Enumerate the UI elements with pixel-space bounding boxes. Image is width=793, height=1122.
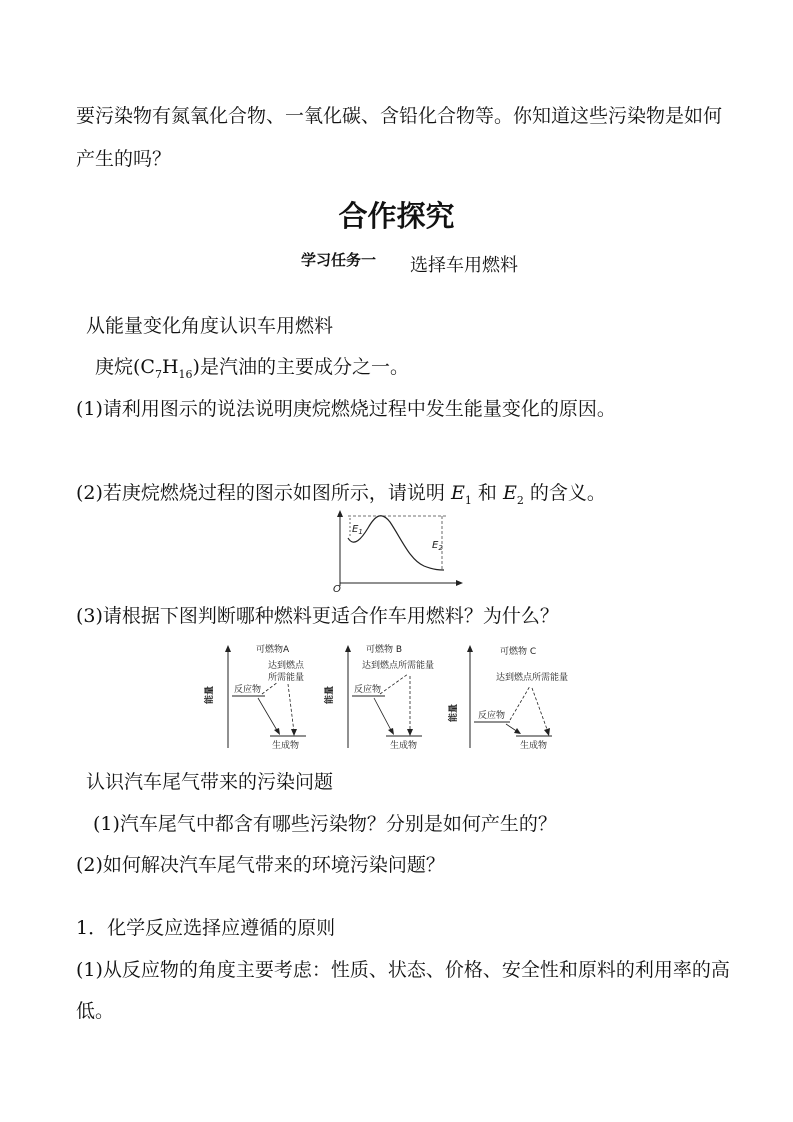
e2-label: $E_2$: [432, 540, 443, 552]
summary-sub-1-line-1: (1)从反应物的角度主要考虑：性质、状态、价格、安全性和原料的利用率的高: [76, 959, 730, 981]
fuel-b-diagram: [325, 640, 450, 755]
fuel-a-arrow-down: [258, 698, 278, 732]
q2-text-pre: (2)若庚烷燃烧过程的图示如图所示，请说明: [76, 482, 451, 504]
task-name: 选择车用燃料: [410, 255, 518, 276]
fuel-c-diagram: [449, 640, 592, 755]
fuel-c-dash-down: [532, 688, 548, 732]
axis-b-arrow: [345, 645, 351, 652]
x-axis-arrow: [456, 580, 463, 586]
energy-curve: [348, 516, 444, 570]
fuel-c-barrier: 达到燃点所需能量: [496, 673, 569, 683]
fuel-b-arrow-down: [374, 698, 392, 732]
fuel-a-product: 生成物: [272, 741, 300, 751]
q2-and: 和: [471, 482, 503, 504]
intro-line-1: 要污染物有氮氧化合物、一氧化碳、含铅化合物等。你知道这些污染物是如何: [76, 105, 723, 127]
summary-point-1: 1．化学反应选择应遵循的原则: [76, 917, 336, 939]
q2-text-post: 的含义。: [523, 482, 606, 504]
fuel-c-title: 可燃物 C: [500, 647, 537, 657]
fuel-a-title: 可燃物A: [256, 645, 290, 655]
fuel-b-reactant: 反应物: [354, 685, 382, 695]
part2-question-1: (1)汽车尾气中都含有哪些污染物？分别是如何产生的？: [93, 813, 557, 835]
axis-c-label: 能量: [449, 703, 459, 722]
heptane-line: [95, 355, 409, 387]
fuel-c-arrow-up: [510, 686, 530, 720]
fuel-b-product: 生成物: [390, 741, 418, 751]
heptane-sub-1: 7: [154, 367, 162, 381]
fuel-c-product: 生成物: [520, 741, 548, 751]
q2-e1: E: [450, 482, 465, 504]
fuel-a-reactant: 反应物: [234, 685, 262, 695]
part1-heading: 从能量变化角度认识车用燃料: [86, 315, 334, 337]
fuel-b-barrier: 达到燃点所需能量: [362, 661, 435, 671]
task-label: 学习任务一: [301, 251, 377, 269]
e1-label: $E_1$: [352, 524, 363, 536]
q2-e2-sub: 2: [516, 493, 524, 507]
origin-label: O: [333, 584, 341, 595]
energy-profile-figure: [330, 508, 470, 594]
part2-heading: 认识汽车尾气带来的污染问题: [86, 771, 334, 793]
section-title: 合作探究: [338, 199, 455, 233]
fuel-a-barrier-2: 所需能量: [268, 673, 305, 683]
axis-c-arrow: [467, 645, 473, 652]
summary-sub-1-line-2: 低。: [76, 1000, 115, 1022]
q2-e2: E: [502, 482, 517, 504]
intro-line-2: 产生的吗？: [76, 148, 172, 170]
fuel-b-title: 可燃物 B: [366, 645, 403, 655]
fuel-a-diagram: [205, 640, 320, 755]
fuel-b-arrow-up: [380, 674, 408, 694]
axis-a-label: 能量: [205, 685, 215, 704]
fuel-a-barrier-1: 达到燃点: [268, 661, 305, 671]
q2-e1-sub: 1: [464, 493, 472, 507]
axis-b-label: 能量: [325, 685, 335, 704]
axis-a-arrow: [225, 645, 231, 652]
part2-question-2: (2)如何解决汽车尾气带来的环境污染问题？: [76, 854, 445, 876]
part1-question-1: (1)请利用图示的说法说明庚烷燃烧过程中发生能量变化的原因。: [76, 398, 616, 420]
fuel-a-arrow-up: [262, 682, 278, 694]
heptane-text-post: )是汽油的主要成分之一。: [192, 356, 409, 378]
y-axis-arrow: [337, 510, 343, 517]
fuel-a-dash-down: [288, 684, 294, 732]
heptane-text-pre: 庚烷(C: [95, 356, 155, 378]
heptane-sub-2: 16: [178, 367, 193, 381]
heptane-text-mid: H: [161, 356, 179, 378]
fuel-c-reactant: 反应物: [478, 711, 506, 721]
part1-question-3: (3)请根据下图判断哪种燃料更适合作车用燃料？为什么？: [76, 605, 559, 627]
